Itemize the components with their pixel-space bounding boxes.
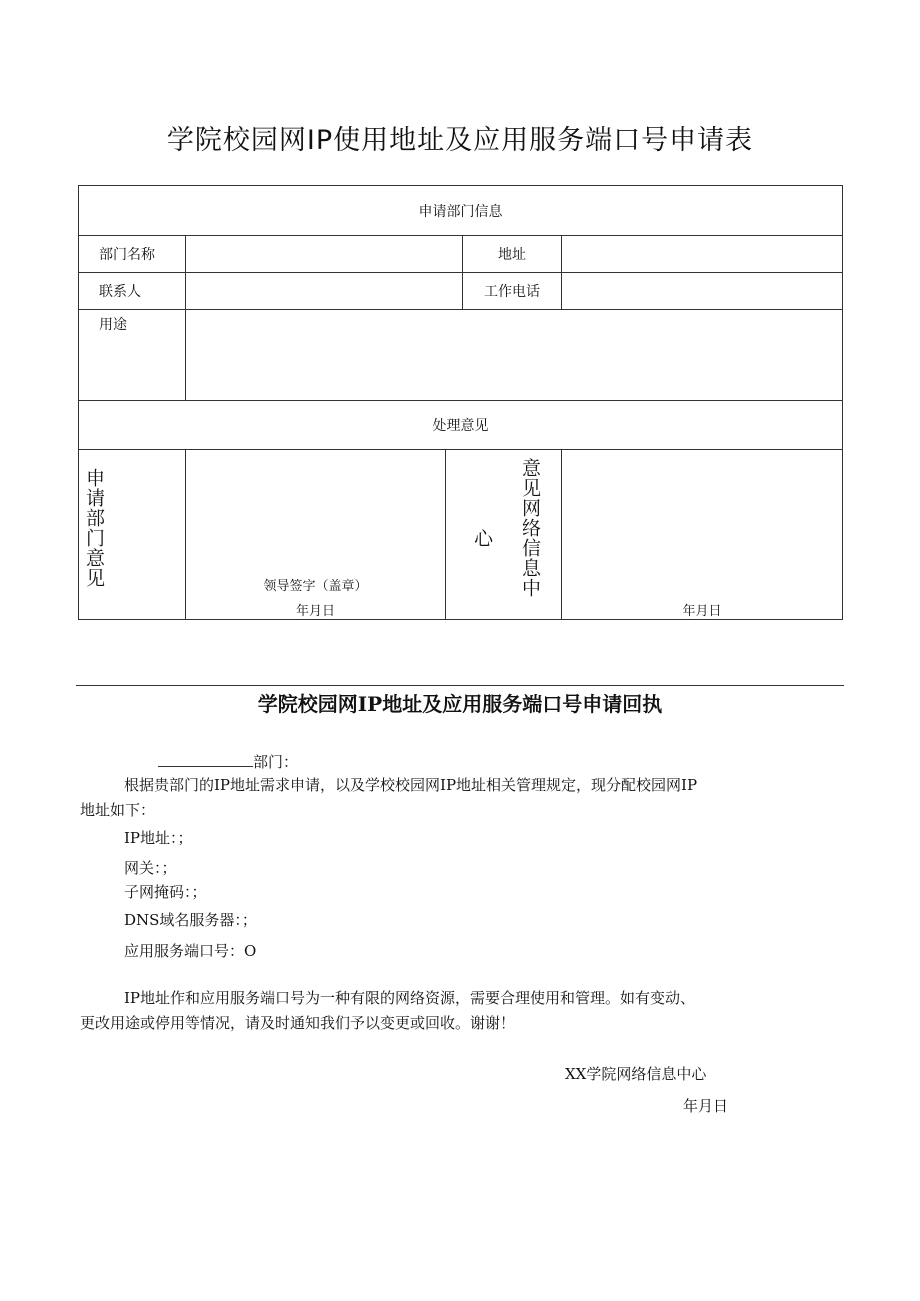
address-field[interactable]: [562, 236, 843, 273]
app-port-label: 应用服务端口号：O: [124, 942, 257, 960]
dept-opinion-label: 申请部门意见: [83, 468, 105, 588]
gateway-label: 网关：；: [124, 859, 177, 877]
section-divider: [76, 685, 844, 686]
purpose-field[interactable]: [186, 310, 843, 401]
contact-label: 联系人: [79, 273, 186, 310]
dns-server-label: DNS域名服务器：；: [124, 911, 257, 929]
work-phone-field[interactable]: [562, 273, 843, 310]
receipt-body-line1: 根据贵部门的IP地址需求申请，以及学校校园网IP地址相关管理规定，现分配校园网IP: [124, 776, 698, 794]
dept-opinion-date: 年月日: [295, 604, 335, 619]
notice-line1: IP地址作和应用服务端口号为一种有限的网络资源，需要合理使用和管理。如有变动、: [124, 989, 696, 1007]
subnet-mask-label: 子网掩码：；: [124, 883, 207, 901]
net-center-opinion-field[interactable]: [562, 450, 843, 620]
form-title: 学院校园网IP使用地址及应用服务端口号申请表: [166, 125, 754, 156]
dept-name-field[interactable]: [186, 236, 463, 273]
dept-opinion-field[interactable]: [186, 450, 446, 620]
application-form-table: [78, 185, 843, 620]
net-center-opinion-label: 意见网络信息中: [519, 458, 541, 598]
notice-line2: 更改用途或停用等情况，请及时通知我们予以变更或回收。谢谢！: [80, 1014, 516, 1032]
dept-opinion-label-cell: [79, 450, 186, 620]
contact-field[interactable]: [186, 273, 463, 310]
dept-name-blank[interactable]: [158, 752, 253, 767]
dept-info-header: 申请部门信息: [79, 186, 843, 236]
leader-sign-label: 领导签字（盖章）: [263, 579, 368, 594]
dept-name-label: 部门名称: [79, 236, 186, 273]
receipt-title: 学院校园网IP地址及应用服务端口号申请回执: [257, 692, 663, 716]
net-center-label-cell: [446, 450, 562, 620]
center-char: 心: [474, 528, 494, 550]
address-label: 地址: [463, 236, 562, 273]
opinion-header: 处理意见: [79, 401, 843, 450]
work-phone-label: 工作电话: [463, 273, 562, 310]
purpose-label: 用途: [79, 310, 186, 401]
ip-address-label: IP地址：；: [124, 829, 193, 847]
dept-suffix: 部门：: [253, 753, 299, 771]
receipt-body-line2: 地址如下：: [80, 801, 156, 819]
receipt-date: 年月日: [683, 1097, 729, 1115]
net-center-opinion-date: 年月日: [682, 604, 722, 619]
receipt-signature: XX学院网络信息中心: [565, 1065, 707, 1083]
